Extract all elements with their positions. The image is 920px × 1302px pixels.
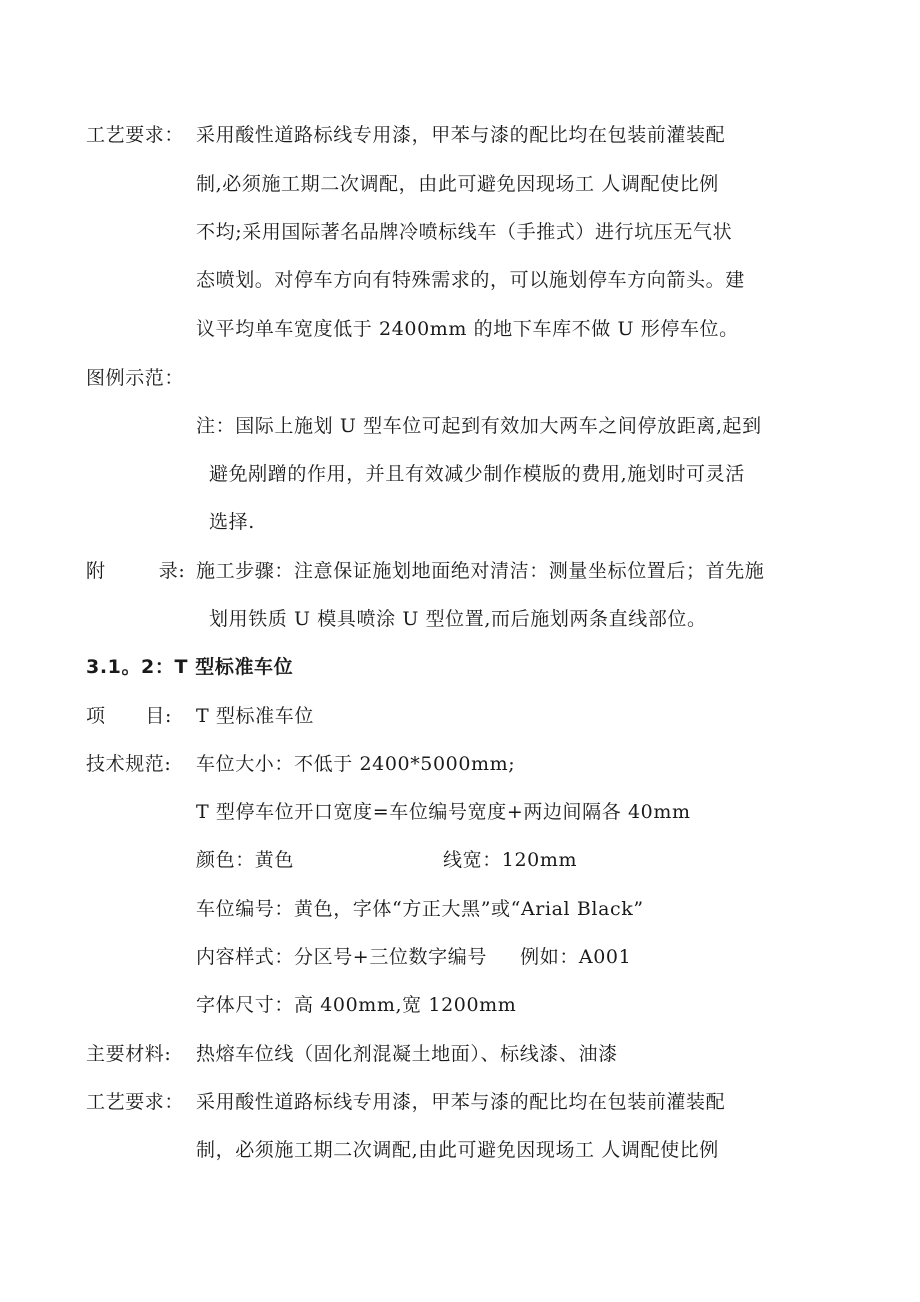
material-label: 主要材料:: [86, 1043, 172, 1065]
craft-line-1: 采用酸性道路标线专用漆，甲苯与漆的配比均在包装前灌装配: [196, 124, 726, 146]
line-width-spec: 线宽：120mm: [443, 849, 578, 871]
note-line-3: 选择.: [209, 511, 255, 533]
legend-label: 图例示范：: [86, 367, 185, 389]
craft-requirement-label-2: 工艺要求：: [86, 1091, 185, 1113]
color-spec: 颜色：黄色: [196, 849, 295, 871]
spec-more-1: 车位编号：黄色，字体“方正大黑”或“Arial Black”: [196, 898, 644, 920]
spec-more-3: 字体尺寸：高 400mm,宽 1200mm: [196, 994, 517, 1016]
note-line-1: 注：国际上施划 U 型车位可起到有效加大两车之间停放距离,起到: [196, 415, 762, 437]
craft2-line-1: 采用酸性道路标线专用漆，甲苯与漆的配比均在包装前灌装配: [196, 1091, 726, 1113]
craft-line-5: 议平均单车宽度低于 2400mm 的地下车库不做 U 形停车位。: [196, 318, 739, 340]
material-value: 热熔车位线（固化剂混凝土地面）、标线漆、油漆: [196, 1043, 618, 1065]
spec-label: 技术规范:: [86, 753, 172, 775]
section-heading: 3.1。2：T 型标准车位: [86, 656, 294, 678]
craft-line-3: 不均;采用国际著名品牌冷喷标线车（手推式）进行坑压无气状: [196, 221, 733, 243]
appendix-line-2: 划用铁质 U 模具喷涂 U 型位置,而后施划两条直线部位。: [209, 608, 707, 630]
item-value: T 型标准车位: [196, 705, 314, 727]
craft-line-2: 制,必须施工期二次调配，由此可避免因现场工 人调配使比例: [196, 173, 719, 195]
craft2-line-2: 制，必须施工期二次调配,由此可避免因现场工 人调配使比例: [196, 1139, 719, 1161]
spec-more-2: 内容样式：分区号+三位数字编号 例如：A001: [196, 946, 632, 968]
craft-requirement-label: 工艺要求：: [86, 124, 185, 146]
spec-line-1: 车位大小：不低于 2400*5000mm;: [196, 753, 516, 775]
item-label: 项 目:: [86, 705, 173, 727]
craft-line-4: 态喷划。对停车方向有特殊需求的，可以施划停车方向箭头。建: [196, 269, 745, 291]
note-line-2: 避免剐蹭的作用，并且有效减少制作模版的费用,施划时可灵活: [209, 463, 745, 485]
spec-line-2: T 型停车位开口宽度=车位编号宽度+两边间隔各 40mm: [196, 801, 691, 823]
appendix-line-1: 施工步骤：注意保证施划地面绝对清洁：测量坐标位置后；首先施: [196, 560, 765, 582]
appendix-label: 附 录:: [86, 560, 186, 582]
